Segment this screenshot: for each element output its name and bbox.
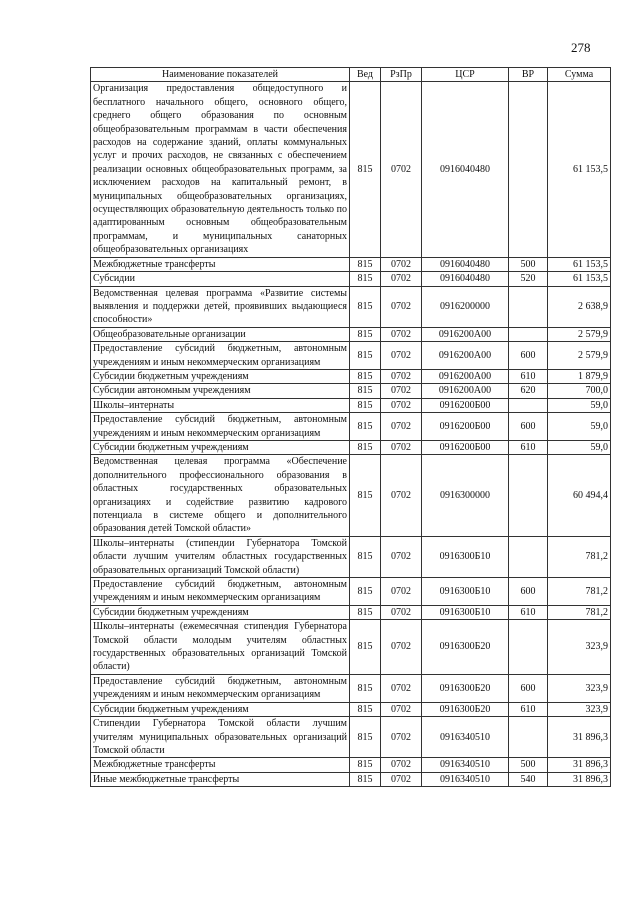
cell-name: Ведомственная целевая программа «Обеспечение дополнительного профессионального образования в областных государственных образовательных организациях и содействие развитию кадрового потенциала в системе общего и дополнительного образования детей Томской области»: [91, 455, 350, 536]
cell-rzpr: 0702: [381, 702, 422, 716]
cell-name: Субсидии автономным учреждениям: [91, 384, 350, 398]
cell-csr: 0916200Б00: [422, 398, 509, 412]
cell-ved: 815: [350, 536, 381, 577]
cell-sum: 61 153,5: [548, 272, 611, 286]
cell-sum: 1 879,9: [548, 369, 611, 383]
cell-ved: 815: [350, 342, 381, 370]
cell-vr: [509, 620, 548, 675]
cell-csr: 0916200А00: [422, 369, 509, 383]
cell-ved: 815: [350, 398, 381, 412]
cell-sum: 323,9: [548, 674, 611, 702]
cell-sum: 700,0: [548, 384, 611, 398]
cell-name: Предоставление субсидий бюджетным, автономным учреждениям и иным некоммерческим организациям: [91, 674, 350, 702]
cell-vr: 610: [509, 440, 548, 454]
cell-sum: 60 494,4: [548, 455, 611, 536]
cell-name: Ведомственная целевая программа «Развитие системы выявления и поддержки детей, проявивших выдающиеся способности»: [91, 286, 350, 327]
cell-csr: 0916340510: [422, 717, 509, 758]
table-row: [91, 455, 611, 536]
cell-vr: 520: [509, 272, 548, 286]
cell-name: Межбюджетные трансферты: [91, 758, 350, 772]
cell-csr: 0916200А00: [422, 342, 509, 370]
cell-csr: 0916300Б10: [422, 536, 509, 577]
cell-sum: 781,2: [548, 536, 611, 577]
cell-name: Субсидии бюджетным учреждениям: [91, 702, 350, 716]
cell-name: Субсидии бюджетным учреждениям: [91, 369, 350, 383]
cell-vr: [509, 455, 548, 536]
header-rzpr: РзПр: [381, 68, 422, 82]
table-row: [91, 398, 611, 412]
header-name: Наименование показателей: [91, 68, 350, 82]
cell-csr: 0916300Б10: [422, 605, 509, 619]
table-header-row: [91, 68, 611, 82]
cell-name: Иные межбюджетные трансферты: [91, 772, 350, 786]
cell-vr: 600: [509, 342, 548, 370]
table-row: [91, 257, 611, 271]
cell-name: Школы–интернаты (ежемесячная стипендия Губернатора Томской области молодым учителям областных государственных образовательных организаций Томской области): [91, 620, 350, 675]
cell-sum: 31 896,3: [548, 758, 611, 772]
cell-ved: 815: [350, 369, 381, 383]
cell-sum: 59,0: [548, 413, 611, 441]
cell-vr: [509, 286, 548, 327]
cell-sum: 59,0: [548, 398, 611, 412]
cell-csr: 0916300Б10: [422, 578, 509, 606]
cell-rzpr: 0702: [381, 286, 422, 327]
cell-vr: [509, 82, 548, 257]
table-row: [91, 772, 611, 786]
table-row: [91, 578, 611, 606]
cell-csr: 0916340510: [422, 758, 509, 772]
cell-csr: 0916300Б20: [422, 620, 509, 675]
cell-csr: 0916200000: [422, 286, 509, 327]
cell-ved: 815: [350, 327, 381, 341]
cell-ved: 815: [350, 455, 381, 536]
cell-rzpr: 0702: [381, 398, 422, 412]
cell-ved: 815: [350, 717, 381, 758]
cell-rzpr: 0702: [381, 440, 422, 454]
cell-vr: 600: [509, 674, 548, 702]
cell-vr: 610: [509, 702, 548, 716]
cell-rzpr: 0702: [381, 369, 422, 383]
cell-rzpr: 0702: [381, 413, 422, 441]
cell-name: Предоставление субсидий бюджетным, автономным учреждениям и иным некоммерческим организациям: [91, 413, 350, 441]
table-row: [91, 717, 611, 758]
cell-name: Субсидии: [91, 272, 350, 286]
cell-rzpr: 0702: [381, 82, 422, 257]
cell-sum: 31 896,3: [548, 717, 611, 758]
table-row: [91, 620, 611, 675]
cell-name: Субсидии бюджетным учреждениям: [91, 440, 350, 454]
cell-sum: 2 579,9: [548, 327, 611, 341]
cell-ved: 815: [350, 702, 381, 716]
cell-csr: 0916200А00: [422, 327, 509, 341]
cell-ved: 815: [350, 384, 381, 398]
cell-sum: 2 638,9: [548, 286, 611, 327]
cell-csr: 0916300000: [422, 455, 509, 536]
table-row: [91, 605, 611, 619]
cell-ved: 815: [350, 674, 381, 702]
cell-sum: 323,9: [548, 702, 611, 716]
cell-csr: 0916300Б20: [422, 702, 509, 716]
cell-vr: [509, 327, 548, 341]
cell-vr: 540: [509, 772, 548, 786]
cell-rzpr: 0702: [381, 717, 422, 758]
cell-vr: [509, 717, 548, 758]
table-row: [91, 327, 611, 341]
cell-name: Предоставление субсидий бюджетным, автономным учреждениям и иным некоммерческим организациям: [91, 342, 350, 370]
table-row: [91, 674, 611, 702]
cell-vr: 500: [509, 758, 548, 772]
cell-sum: 781,2: [548, 578, 611, 606]
cell-vr: 620: [509, 384, 548, 398]
cell-sum: 323,9: [548, 620, 611, 675]
cell-ved: 815: [350, 82, 381, 257]
cell-name: Предоставление субсидий бюджетным, автономным учреждениям и иным некоммерческим организациям: [91, 578, 350, 606]
header-csr: ЦСР: [422, 68, 509, 82]
cell-csr: 0916200Б00: [422, 413, 509, 441]
cell-name: Организация предоставления общедоступного и бесплатного начального общего, основного общего, среднего общего образования по основным общеобразовательным программам в части обеспечения расходов на содержание зданий, оплаты коммунальных услуг и прочих расходов, не связанных с обеспечением реализации основных общеобразовательных программ, за исключением расходов на капитальный ремонт, в муниципальных общеобразовательных организациях, осуществляющих образовательную деятельность только по адаптированным основным общеобразовательным программам, и муниципальных санаторных общеобразовательных организациях: [91, 82, 350, 257]
cell-name: Школы–интернаты (стипендии Губернатора Томской области лучшим учителям областных государственных образовательных организаций Томской области): [91, 536, 350, 577]
header-sum: Сумма: [548, 68, 611, 82]
cell-ved: 815: [350, 620, 381, 675]
cell-ved: 815: [350, 286, 381, 327]
cell-csr: 0916300Б20: [422, 674, 509, 702]
cell-sum: 59,0: [548, 440, 611, 454]
cell-sum: 61 153,5: [548, 82, 611, 257]
table-row: [91, 702, 611, 716]
cell-sum: 61 153,5: [548, 257, 611, 271]
table-row: [91, 286, 611, 327]
table-row: [91, 272, 611, 286]
cell-rzpr: 0702: [381, 257, 422, 271]
cell-rzpr: 0702: [381, 384, 422, 398]
table-row: [91, 758, 611, 772]
cell-ved: 815: [350, 772, 381, 786]
cell-name: Школы–интернаты: [91, 398, 350, 412]
cell-csr: 0916340510: [422, 772, 509, 786]
cell-ved: 815: [350, 758, 381, 772]
cell-rzpr: 0702: [381, 455, 422, 536]
table-row: [91, 82, 611, 257]
cell-sum: 781,2: [548, 605, 611, 619]
cell-vr: 600: [509, 413, 548, 441]
cell-rzpr: 0702: [381, 674, 422, 702]
cell-vr: [509, 398, 548, 412]
cell-rzpr: 0702: [381, 578, 422, 606]
cell-csr: 0916040480: [422, 272, 509, 286]
cell-vr: 600: [509, 578, 548, 606]
cell-csr: 0916040480: [422, 82, 509, 257]
cell-vr: 610: [509, 605, 548, 619]
cell-ved: 815: [350, 578, 381, 606]
cell-csr: 0916040480: [422, 257, 509, 271]
cell-rzpr: 0702: [381, 758, 422, 772]
cell-sum: 2 579,9: [548, 342, 611, 370]
cell-rzpr: 0702: [381, 536, 422, 577]
header-vr: ВР: [509, 68, 548, 82]
cell-vr: 500: [509, 257, 548, 271]
cell-ved: 815: [350, 605, 381, 619]
table-body: [91, 82, 611, 787]
table-row: [91, 440, 611, 454]
cell-ved: 815: [350, 440, 381, 454]
cell-csr: 0916200А00: [422, 384, 509, 398]
cell-name: Общеобразовательные организации: [91, 327, 350, 341]
cell-vr: 610: [509, 369, 548, 383]
cell-name: Межбюджетные трансферты: [91, 257, 350, 271]
table-row: [91, 369, 611, 383]
cell-ved: 815: [350, 272, 381, 286]
cell-rzpr: 0702: [381, 272, 422, 286]
cell-name: Стипендии Губернатора Томской области лучшим учителям муниципальных образовательных организаций Томской области: [91, 717, 350, 758]
header-ved: Вед: [350, 68, 381, 82]
cell-rzpr: 0702: [381, 620, 422, 675]
budget-table: [90, 67, 611, 787]
cell-rzpr: 0702: [381, 342, 422, 370]
cell-name: Субсидии бюджетным учреждениям: [91, 605, 350, 619]
cell-ved: 815: [350, 413, 381, 441]
cell-sum: 31 896,3: [548, 772, 611, 786]
table-row: [91, 384, 611, 398]
table-row: [91, 413, 611, 441]
cell-rzpr: 0702: [381, 772, 422, 786]
cell-ved: 815: [350, 257, 381, 271]
table-row: [91, 342, 611, 370]
cell-csr: 0916200Б00: [422, 440, 509, 454]
cell-rzpr: 0702: [381, 605, 422, 619]
page-number: 278: [571, 40, 591, 55]
cell-rzpr: 0702: [381, 327, 422, 341]
cell-vr: [509, 536, 548, 577]
table-row: [91, 536, 611, 577]
